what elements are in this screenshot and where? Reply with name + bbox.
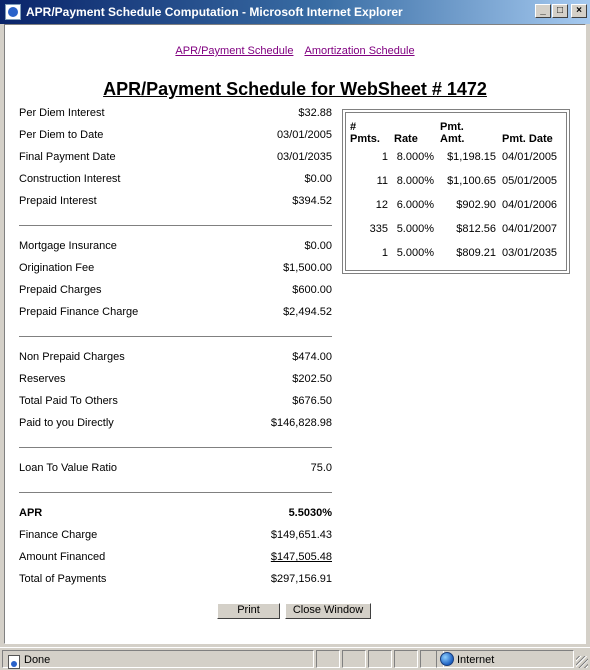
amortization-schedule-link[interactable]: Amortization Schedule — [304, 45, 415, 57]
cell-rate: 6.000% — [396, 199, 434, 211]
detail-row — [19, 195, 332, 211]
maximize-button[interactable]: □ — [552, 4, 568, 18]
detail-label: Prepaid Finance Charge — [19, 306, 139, 318]
detail-row — [19, 573, 332, 589]
close-window-button[interactable]: Close Window — [285, 603, 371, 619]
cell-amount: $1,100.65 — [447, 175, 496, 187]
cell-pmts: 12 — [375, 199, 388, 211]
status-panel — [368, 650, 392, 668]
detail-value: $676.50 — [292, 395, 332, 407]
header-pmts — [347, 115, 391, 145]
detail-value: $202.50 — [292, 373, 332, 385]
detail-label: Per Diem to Date — [19, 129, 104, 141]
payment-schedule-box — [342, 109, 570, 274]
table-row — [347, 145, 560, 169]
apr-row — [19, 507, 332, 523]
header-pmts-line1: # — [350, 121, 357, 133]
header-rate: Rate — [394, 133, 418, 145]
cell-rate: 5.000% — [396, 247, 434, 259]
detail-value: $147,505.48 — [270, 551, 332, 563]
detail-row — [19, 173, 332, 189]
detail-value: $149,651.43 — [270, 529, 332, 541]
apr-schedule-link[interactable]: APR/Payment Schedule — [175, 45, 294, 57]
detail-row — [19, 240, 332, 256]
cell-rate: 8.000% — [396, 151, 434, 163]
detail-row — [19, 129, 332, 145]
detail-label: Total Paid To Others — [19, 395, 118, 407]
detail-row — [19, 551, 332, 567]
detail-value: $297,156.91 — [270, 573, 332, 585]
status-zone-panel — [436, 650, 574, 668]
detail-label: Amount Financed — [19, 551, 106, 563]
detail-row — [19, 529, 332, 545]
page-title: APR/Payment Schedule for WebSheet # 1472 — [103, 79, 487, 99]
header-pmts-line2: Pmts. — [350, 133, 380, 145]
table-row — [347, 241, 560, 265]
page-done-icon — [8, 655, 20, 669]
cell-amount: $902.90 — [456, 199, 496, 211]
internet-globe-icon — [440, 652, 454, 666]
cell-amount: $1,198.15 — [447, 151, 496, 163]
zone-text: Internet — [457, 654, 495, 666]
cell-pmts: 1 — [381, 247, 388, 259]
table-row — [347, 193, 560, 217]
detail-value: $0.00 — [304, 240, 332, 252]
detail-value: $474.00 — [292, 351, 332, 363]
section-divider — [19, 492, 332, 494]
cell-amount: $809.21 — [456, 247, 496, 259]
detail-row — [19, 262, 332, 278]
cell-date: 04/01/2005 — [502, 151, 558, 163]
payment-schedule-table — [347, 115, 560, 265]
cell-rate: 8.000% — [396, 175, 434, 187]
status-panel — [316, 650, 340, 668]
cell-date: 03/01/2035 — [502, 247, 558, 259]
detail-row — [19, 462, 332, 478]
table-row — [347, 217, 560, 241]
detail-row — [19, 151, 332, 167]
detail-value: $146,828.98 — [270, 417, 332, 429]
nav-links — [5, 45, 585, 57]
window-title: APR/Payment Schedule Computation - Microsoft Internet Explorer — [26, 5, 403, 19]
cell-pmts: 11 — [376, 175, 388, 187]
detail-label: Mortgage Insurance — [19, 240, 117, 252]
detail-value: $1,500.00 — [283, 262, 332, 274]
detail-row — [19, 395, 332, 411]
print-button[interactable]: Print — [217, 603, 280, 619]
resize-grip-icon[interactable] — [576, 656, 588, 668]
header-amount-line1: Pmt. — [440, 121, 464, 133]
status-panel — [342, 650, 366, 668]
cell-rate: 5.000% — [396, 223, 434, 235]
detail-label: Loan To Value Ratio — [19, 462, 118, 474]
status-text: Done — [24, 654, 51, 666]
cell-date: 04/01/2006 — [502, 199, 558, 211]
detail-label: Construction Interest — [19, 173, 121, 185]
table-row — [347, 169, 560, 193]
detail-label: Final Payment Date — [19, 151, 116, 163]
window-titlebar[interactable] — [0, 0, 590, 24]
status-panel — [394, 650, 418, 668]
detail-row — [19, 373, 332, 389]
detail-value: $2,494.52 — [283, 306, 332, 318]
detail-label: APR — [19, 507, 43, 519]
detail-label: Origination Fee — [19, 262, 95, 274]
detail-value: $394.52 — [292, 195, 332, 207]
detail-label: Paid to you Directly — [19, 417, 114, 429]
table-header-row — [347, 115, 560, 145]
detail-label: Prepaid Interest — [19, 195, 97, 207]
detail-row — [19, 417, 332, 433]
detail-label: Reserves — [19, 373, 66, 385]
section-divider — [19, 225, 332, 227]
detail-value: $600.00 — [292, 284, 332, 296]
detail-label: Prepaid Charges — [19, 284, 102, 296]
section-divider — [19, 336, 332, 338]
detail-value: 03/01/2005 — [276, 129, 332, 141]
cell-pmts: 1 — [381, 151, 388, 163]
detail-row — [19, 284, 332, 300]
apr-value: 5.5030% — [288, 507, 332, 519]
header-date: Pmt. Date — [502, 133, 553, 145]
detail-label: Finance Charge — [19, 529, 98, 541]
minimize-button[interactable]: _ — [535, 4, 551, 18]
detail-value: $32.88 — [298, 107, 332, 119]
cell-pmts: 335 — [369, 223, 388, 235]
detail-row — [19, 306, 332, 322]
detail-value: 75.0 — [310, 462, 332, 474]
detail-label: Per Diem Interest — [19, 107, 105, 119]
section-divider — [19, 447, 332, 449]
header-amount — [437, 115, 499, 145]
detail-label: Non Prepaid Charges — [19, 351, 125, 363]
close-button[interactable]: × — [571, 4, 587, 18]
cell-date: 04/01/2007 — [502, 223, 558, 235]
detail-label: Total of Payments — [19, 573, 107, 585]
detail-value: $0.00 — [304, 173, 332, 185]
detail-value: 03/01/2035 — [276, 151, 332, 163]
ie-window-icon[interactable] — [5, 4, 21, 20]
header-amount-line2: Amt. — [440, 133, 465, 145]
cell-date: 05/01/2005 — [502, 175, 558, 187]
page-content — [4, 24, 586, 644]
detail-row — [19, 107, 332, 123]
status-bar — [0, 647, 590, 670]
detail-row — [19, 351, 332, 367]
status-panel-main — [2, 650, 314, 668]
cell-amount: $812.56 — [456, 223, 496, 235]
